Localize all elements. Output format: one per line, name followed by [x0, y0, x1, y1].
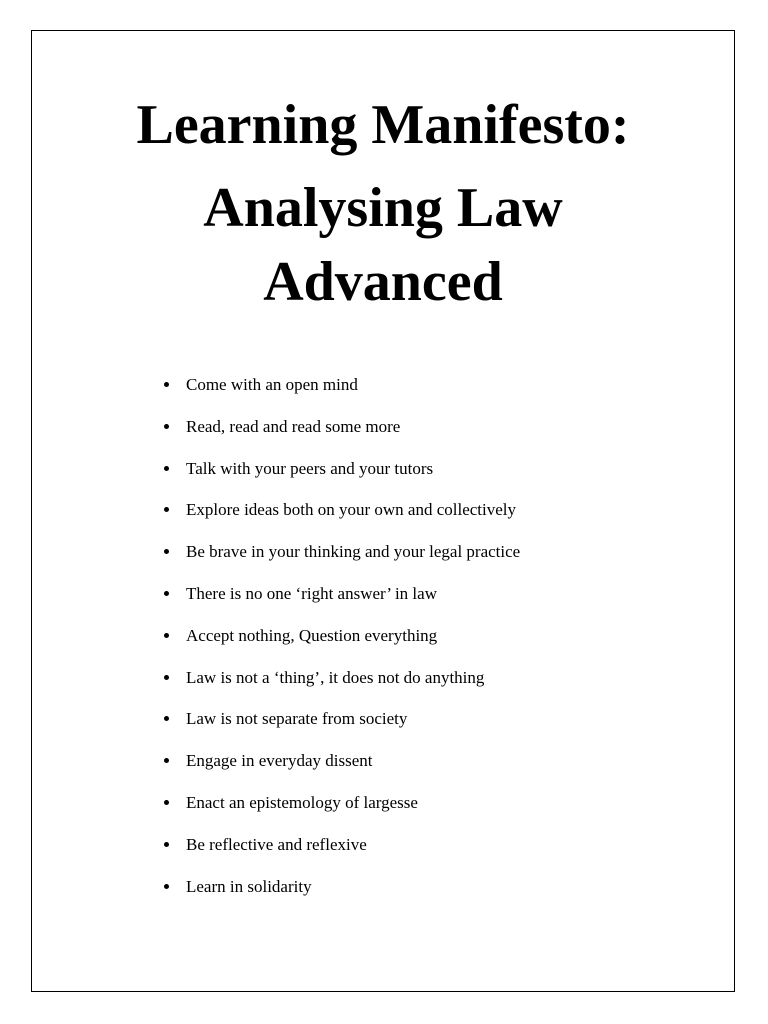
list-item-text: Explore ideas both on your own and collectively: [186, 500, 516, 520]
bullet-icon: [164, 466, 169, 471]
list-item-text: Talk with your peers and your tutors: [186, 458, 434, 478]
title-line-3: Advanced: [263, 251, 503, 313]
title-line-1: Learning Manifesto:: [136, 94, 630, 156]
list-item-text: Accept nothing, Question everything: [186, 625, 438, 645]
bullet-icon: [164, 507, 169, 512]
list-item-text: Read, read and read some more: [186, 416, 401, 436]
list-item-text: Engage in everyday dissent: [186, 751, 373, 771]
bullet-icon: [164, 758, 169, 763]
bullet-icon: [164, 382, 169, 387]
list-item-text: Learn in solidarity: [186, 876, 312, 896]
list-item-text: There is no one ‘right answer’ in law: [186, 583, 437, 603]
bullet-icon: [164, 716, 169, 721]
bullet-icon: [164, 633, 169, 638]
bullet-icon: [164, 842, 169, 847]
title-line-2: Analysing Law: [203, 177, 563, 239]
document-page: [31, 30, 735, 992]
bullet-icon: [164, 549, 169, 554]
bullet-icon: [164, 591, 169, 596]
list-item-text: Law is not separate from society: [186, 709, 408, 729]
list-item-text: Enact an epistemology of largesse: [186, 792, 418, 812]
list-item-text: Be brave in your thinking and your legal practice: [186, 542, 521, 562]
bullet-icon: [164, 675, 169, 680]
bullet-icon: [164, 884, 169, 889]
list-item-text: Come with an open mind: [186, 375, 358, 394]
list-item-text: Law is not a ‘thing’, it does not do anything: [186, 667, 485, 687]
bullet-icon: [164, 800, 169, 805]
bullet-icon: [164, 424, 169, 429]
list-item-text: Be reflective and reflexive: [186, 834, 367, 854]
